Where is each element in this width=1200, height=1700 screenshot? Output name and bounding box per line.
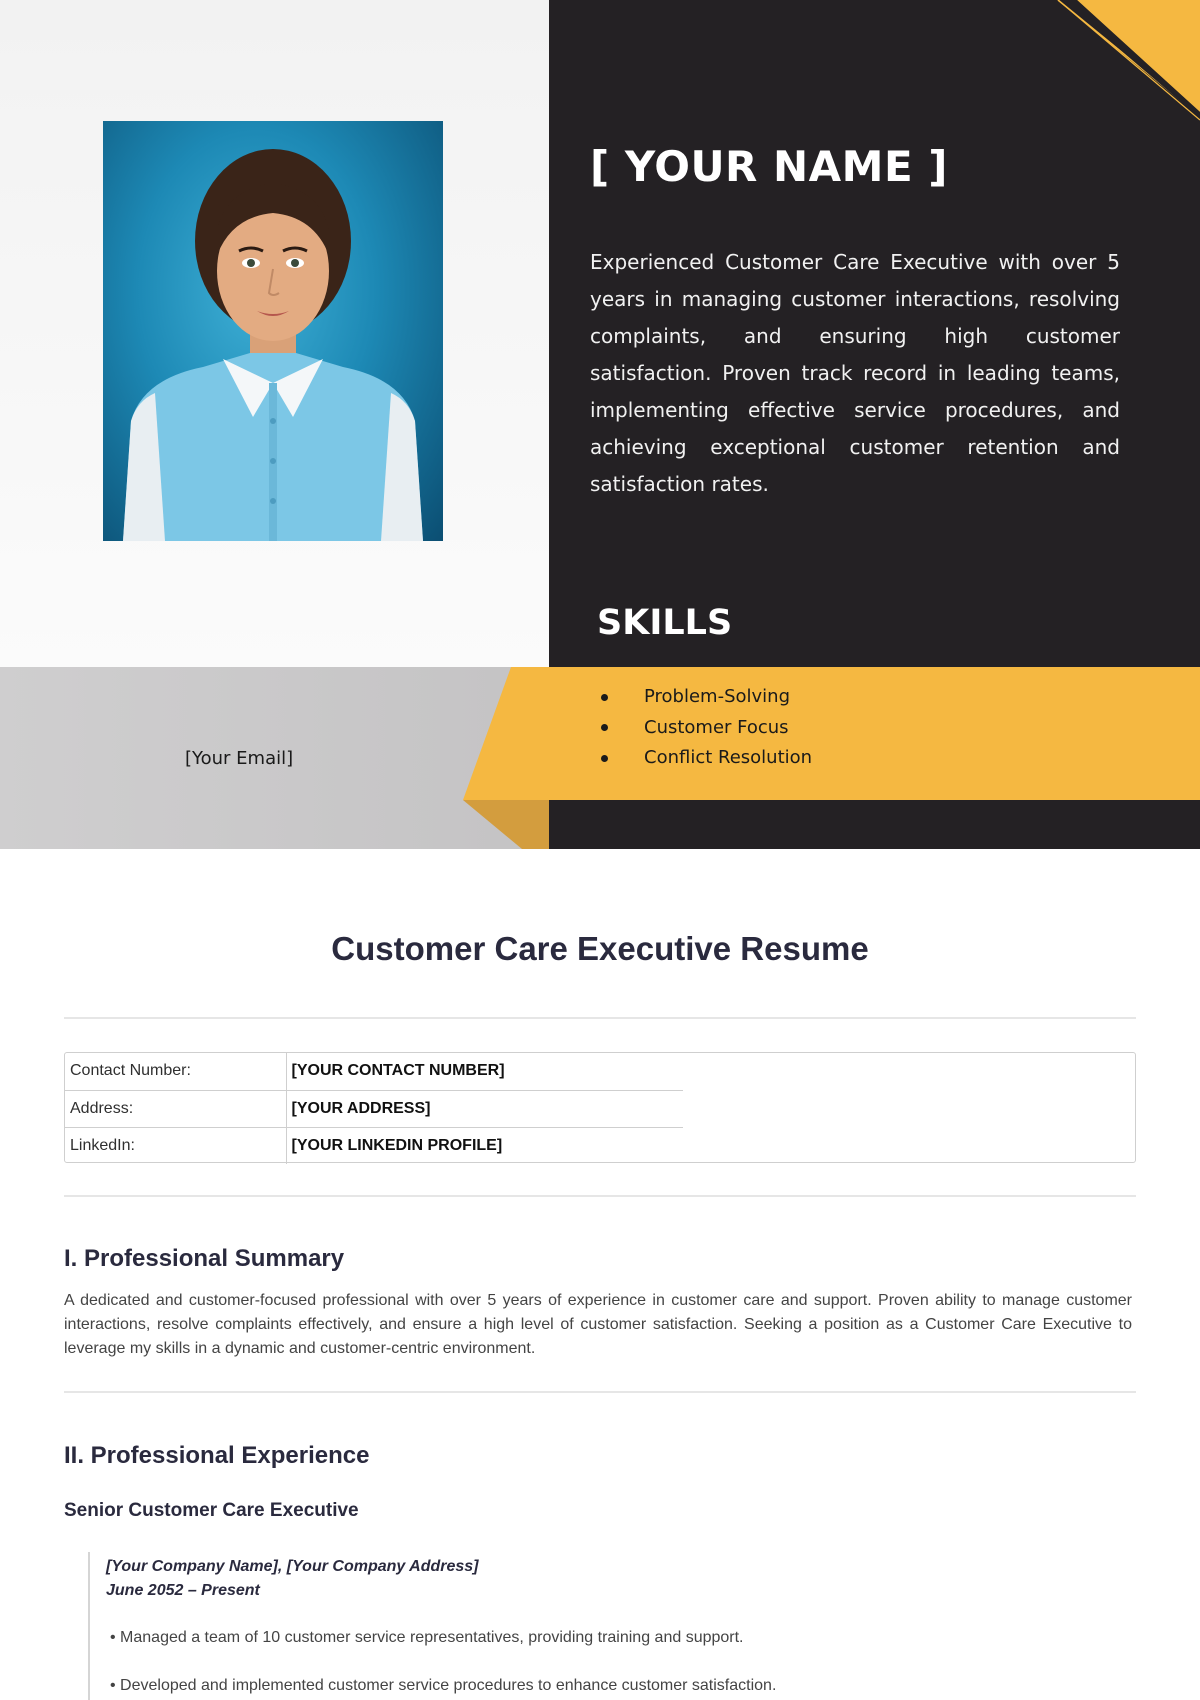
skills-heading: SKILLS (597, 603, 733, 643)
skill-label: Conflict Resolution (644, 747, 813, 769)
profile-photo (103, 121, 443, 541)
contact-value: [YOUR CONTACT NUMBER] (291, 1062, 505, 1080)
experience-heading: II. Professional Experience (64, 1442, 370, 1469)
divider (64, 1391, 1136, 1393)
band-fold-shadow (463, 800, 549, 849)
candidate-name: [ YOUR NAME ] (590, 142, 948, 191)
skills-list (601, 682, 812, 774)
person-portrait-icon (103, 121, 443, 541)
skill-label: Problem-Solving (644, 686, 791, 708)
skill-item (601, 743, 812, 774)
job-bullet: • Managed a team of 10 customer service representatives, providing training and support. (110, 1629, 744, 1646)
job-entry (88, 1552, 1128, 1700)
contact-table (65, 1053, 683, 1164)
company-name: [Your Company Name], [Your Company Address] (106, 1558, 479, 1575)
email-text: [Your Email] (185, 748, 294, 769)
divider (64, 1017, 1136, 1019)
skills-band (463, 667, 1200, 800)
contact-value: [YOUR ADDRESS] (286, 1090, 683, 1127)
job-meta (106, 1555, 479, 1603)
bullet-icon (601, 755, 608, 762)
contact-label: Address: (65, 1090, 286, 1127)
contact-label: Contact Number: (65, 1053, 286, 1090)
contact-table-box (64, 1052, 1136, 1163)
table-row (65, 1127, 683, 1164)
resume-header-banner (0, 0, 1200, 849)
document-title: Customer Care Executive Resume (331, 930, 869, 967)
bullet-icon (601, 724, 608, 731)
intro-paragraph: Experienced Customer Care Executive with over 5 years in managing customer interactions, resolving complaints, and ensuring high customer satisfaction. Proven track record in leading teams, implementing effective service procedures, and achieving exceptional customer retention and satisfaction rates. (590, 250, 1120, 496)
skill-label: Customer Focus (644, 716, 789, 738)
skill-item (601, 682, 812, 713)
summary-heading: I. Professional Summary (64, 1245, 345, 1272)
job-bullet: • Developed and implemented customer service procedures to enhance customer satisfaction. (110, 1677, 777, 1694)
skill-item (601, 713, 812, 744)
contact-value: [YOUR LINKEDIN PROFILE] (286, 1127, 683, 1164)
summary-paragraph: A dedicated and customer-focused professional with over 5 years of experience in customer care and support. Proven ability to manage customer interactions, resolve complaints effectively, and ensure a high level of customer satisfaction. Seeking a position as a Customer Care Executive to leverage my skills in a dynamic and customer-centric environment. (64, 1292, 1132, 1357)
job-dates: June 2052 – Present (106, 1582, 260, 1599)
bullet-icon (601, 694, 608, 701)
table-row (65, 1090, 683, 1127)
contact-label: LinkedIn: (65, 1127, 286, 1164)
table-row (65, 1053, 683, 1090)
divider (64, 1195, 1136, 1197)
job-title: Senior Customer Care Executive (64, 1500, 359, 1521)
